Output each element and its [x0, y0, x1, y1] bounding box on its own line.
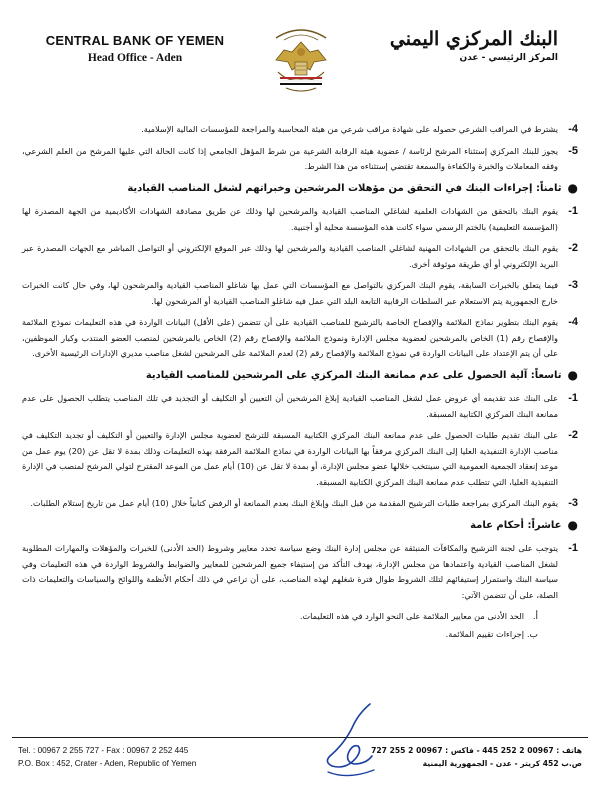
footer-divider	[12, 737, 588, 738]
office-name-en: Head Office - Aden	[87, 52, 183, 64]
footer-pobox-en: P.O. Box : 452, Crater - Aden, Republic of Yemen	[18, 759, 197, 768]
list-item: 3- فيما يتعلق بالخبرات السابقة، يقوم البنك المركزي بالتواصل مع المؤسسات التي عمل بها شاغلو المناصب القيادية والمرشحون لها، وفي حال كانت الخبرات خارج الجمهورية يتم الاستعلام عبر السلطات الرقابية التابعة البلد التي عمل فيه شاغلو المناصب القيادية أو المرشحون لها.	[22, 279, 578, 306]
list-item: 2- على البنك تقديم طلبات الحصول على عدم ممانعة البنك المركزي الكتابية المسبقة للترشح لعضوية مجلس الإدارة والتعيين أو التكليف أو تجديد التكليف في مناصب الإدارة التنفيذية العليا إلى البنك المركزي مرفقاً بها البيانات الواردة في نماذج الملائمة المرفقة بهذه التعليمات وذلك بمدة لا تقل عن (20) يوم عمل من موعد إنعقاد الجمعية العمومية التي سينتخب خلالها عضو مجلس الإدارة، أو بمدة لا تقل عن (10) أيام عمل من الموعد المقترح لتولي المرشح لمنصب في الإدارة التنفيذية العليا، التي تتطلب عدم ممانعة البنك المركزي الكتابية المسبقة.	[22, 429, 578, 487]
bank-name-en: CENTRAL BANK OF YEMEN	[45, 33, 225, 48]
yemen-emblem-icon	[262, 18, 340, 100]
section-heading-9: ● تاسعاً: آلية الحصول على عدم ممانعة البنك المركزي على المرشحين للمناصب القيادية	[145, 367, 578, 382]
list-item: 1- يتوجب على لجنة الترشيح والمكافآت المنبثقة عن مجلس إدارة البنك وضع سياسة تحدد معايير وشروط (الحد الأدنى) للخبرات والمؤهلات والمهارات المطلوبة لشغل المناصب القيادية واعتمادها من مجلس الإدارة، بهدف التأكد من إستيفاء جميع المرشحين للمعايير والضوابط والشروط الواردة في هذه التعليمات وفي سياسة البنك واستمرار إستيفائهم لتلك الشروط طوال فترة شغلهم لهذه المناصب، على أن تراعي في ذلك أحكام الأنظمة واللوائح والسياسات والتعليمات ذات الصلة، على أن تتضمن الآتي:	[22, 542, 578, 600]
bullet-icon: ●	[567, 180, 578, 195]
sub-list-item: ب. إجراءات تقييم الملائمة.	[445, 628, 538, 639]
list-item: 1- يقوم البنك بالتحقق من الشهادات العلمية لشاغلي المناصب القيادية والمرشحين لها وذلك عن طريق مصادقة الشهادات الأكاديمية من الجهة المصدرة لها (المؤسسة التعليمية) بالختم الرسمي سواء كانت هذه المؤسسة محلية أو أجنبية.	[22, 205, 578, 232]
list-item: 3- يقوم البنك المركزي بمراجعة طلبات الترشيح المقدمة من قبل البنك وإبلاغ البنك بعدم الممانعة أو الرفض كتابياً خلال (10) أيام عمل من تاريخ إستلام الطلبات.	[30, 497, 578, 509]
list-item: 1- على البنك عند تقديمه أي عروض عمل لشغل المناصب القيادية إبلاغ المرشحين أن التعيين أو التكليف أو التجديد في تلك المناصب يتطلب الحصول على عدم ممانعة البنك المركزي الكتابية المسبقة.	[22, 392, 578, 419]
sub-list-item: أ. الحد الأدنى من معايير الملائمة على النحو الوارد في هذه التعليمات.	[299, 611, 538, 621]
bullet-icon: ●	[567, 367, 578, 382]
footer-contact-ar	[371, 744, 582, 770]
list-item: 4- يقوم البنك بتطوير نماذج الملائمة والإفصاح الخاصة بالترشيح للمناصب القيادية على أن تتضمن (على الأقل) البيانات الواردة في هذه التعليمات نموذج الملائمة والإفصاح رقم (1) الخاص بالمرشحين لعضوية مجلس الإدارة ونموذج الملائمة والإفصاح رقم (2) الخاص بالمرشحين لمنصب العضو المنتدب وكبار الموظفين، على أن يتم الإعتداد على البيانات الواردة في نموذج الملائمة والإفصاح رقم (2) لعدم الملائمة على المرشحين لشغل مناصب مديري الإدارات الرئيسية الأخرى.	[22, 316, 578, 358]
footer-tel-en: Tel. : 00967 2 255 727 - Fax : 00967 2 252 445	[18, 746, 189, 755]
document-body	[22, 122, 578, 644]
page-footer	[0, 737, 600, 800]
header-arabic	[368, 28, 558, 63]
bank-name-ar: البنك المركزي اليمني	[389, 28, 558, 50]
footer-tel-ar: هاتف : 00967 2 252 445 - فاكس : 00967 2 255 727	[371, 746, 582, 755]
list-item: 4- يشترط في المراقب الشرعي حصوله على شهادة مراقب شرعي من هيئة المحاسبة والمراجعة للمؤسسات المالية الإسلامية.	[141, 123, 578, 135]
section-heading-8: ● ثامناً: إجراءات البنك في التحقق من مؤهلات المرشحين وخبراتهم لشغل المناصب القيادية	[127, 180, 578, 195]
list-item: 2- يقوم البنك بالتحقق من الشهادات المهنية لشاغلي المناصب القيادية والمرشحين لها وذلك عبر الموقع الإلكتروني أو التواصل المباشر مع الجهات المصدرة عبر البريد الإلكتروني أو أي طريقة موثوقة أخرى.	[22, 242, 578, 269]
footer-contact-en	[18, 744, 196, 770]
bullet-icon: ●	[567, 517, 578, 532]
footer-pobox-ar: ص.ب 452 كريتر - عدن - الجمهورية اليمنية	[422, 759, 582, 768]
header-english	[40, 33, 230, 64]
list-item: 5- يجوز للبنك المركزي إستثناء المرشح لرئاسة / عضوية هيئة الرقابة الشرعية من شرط المؤهل الجامعي إذا كانت الحالة التي عليها المرشح من العلم الشرعي، وفقه المعاملات والخبرة والكفاءة والسمعة تقتضي إستثناءه من هذا الشرط.	[22, 144, 578, 171]
office-name-ar: المركز الرئيسي - عدن	[459, 53, 558, 63]
section-heading-10: ● عاشراً: أحكام عامة	[470, 517, 578, 532]
